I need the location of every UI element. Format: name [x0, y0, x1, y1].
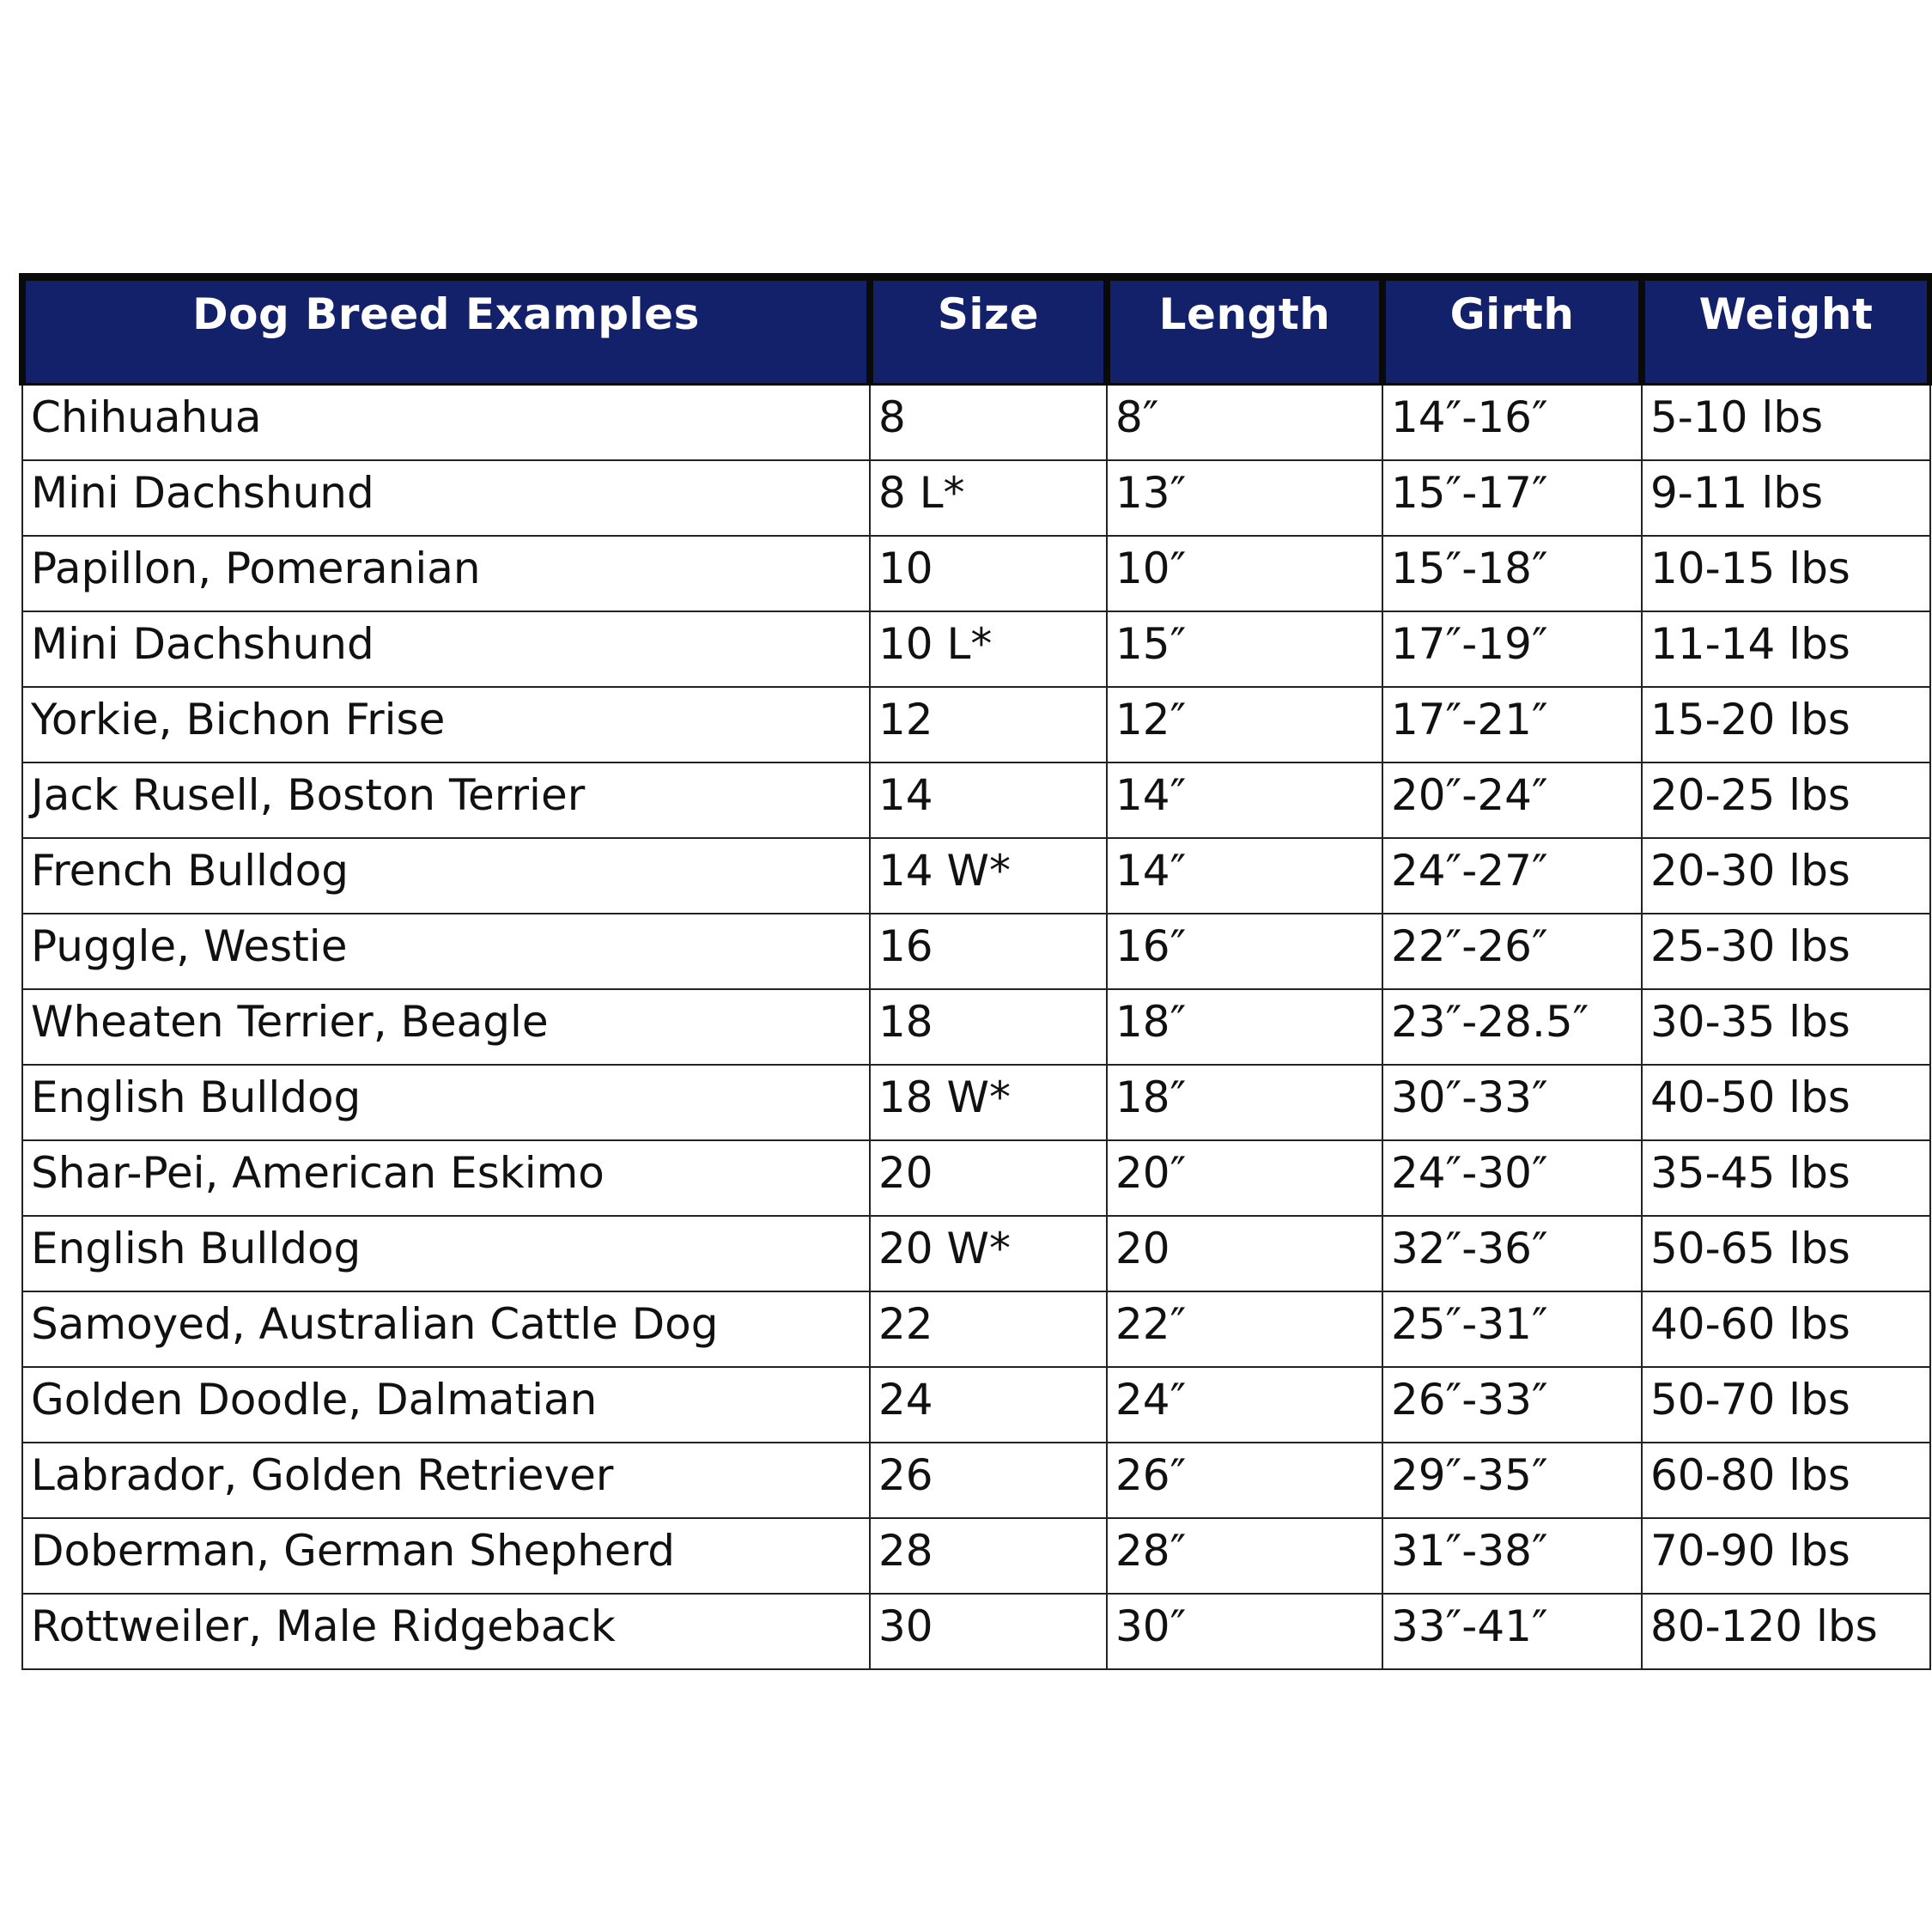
cell-length-text: 12″ — [1115, 694, 1187, 744]
cell-length — [1107, 1291, 1382, 1367]
table-row — [22, 914, 1930, 989]
cell-weight-text: 40-60 lbs — [1650, 1298, 1850, 1349]
cell-weight — [1642, 1367, 1930, 1443]
cell-size-text: 8 — [878, 392, 906, 442]
cell-length — [1107, 1443, 1382, 1518]
cell-weight — [1642, 1140, 1930, 1216]
cell-length — [1107, 385, 1382, 460]
cell-length — [1107, 460, 1382, 536]
cell-weight-text: 10-15 lbs — [1650, 543, 1850, 593]
cell-weight — [1642, 914, 1930, 989]
cell-girth — [1382, 1367, 1642, 1443]
table-row — [22, 1518, 1930, 1594]
cell-length-text: 10″ — [1115, 543, 1187, 593]
cell-length — [1107, 762, 1382, 838]
cell-girth-text: 26″-33″ — [1391, 1374, 1548, 1425]
cell-weight-text: 30-35 lbs — [1650, 996, 1850, 1047]
cell-girth — [1382, 385, 1642, 460]
cell-girth-text: 23″-28.5″ — [1391, 996, 1589, 1047]
cell-size — [870, 1594, 1107, 1669]
cell-weight — [1642, 762, 1930, 838]
cell-size-text: 12 — [878, 694, 933, 744]
header-length — [1107, 277, 1382, 385]
cell-girth — [1382, 762, 1642, 838]
cell-weight-text: 60-80 lbs — [1650, 1449, 1850, 1500]
cell-weight — [1642, 1065, 1930, 1140]
cell-girth — [1382, 1518, 1642, 1594]
cell-breed — [22, 1291, 870, 1367]
cell-length-text: 26″ — [1115, 1449, 1187, 1500]
table-row — [22, 1367, 1930, 1443]
cell-breed-text: Chihuahua — [31, 392, 262, 442]
cell-girth — [1382, 838, 1642, 914]
cell-girth-text: 20″-24″ — [1391, 769, 1548, 820]
cell-length-text: 15″ — [1115, 618, 1187, 669]
cell-length — [1107, 989, 1382, 1065]
cell-length-text: 18″ — [1115, 1072, 1187, 1122]
cell-girth-text: 25″-31″ — [1391, 1298, 1548, 1349]
cell-weight-text: 70-90 lbs — [1650, 1525, 1850, 1576]
cell-size-text: 30 — [878, 1601, 933, 1651]
cell-girth — [1382, 1065, 1642, 1140]
cell-breed — [22, 687, 870, 762]
cell-size-text: 28 — [878, 1525, 933, 1576]
cell-size-text: 22 — [878, 1298, 933, 1349]
cell-size-text: 10 — [878, 543, 933, 593]
cell-breed — [22, 1065, 870, 1140]
cell-breed-text: Puggle, Westie — [31, 920, 348, 971]
cell-breed-text: Yorkie, Bichon Frise — [31, 694, 446, 744]
cell-breed-text: Wheaten Terrier, Beagle — [31, 996, 549, 1047]
cell-size-text: 14 W* — [878, 845, 1011, 896]
cell-weight-text: 35-45 lbs — [1650, 1147, 1850, 1198]
cell-size — [870, 1216, 1107, 1291]
cell-weight — [1642, 838, 1930, 914]
cell-weight-text: 20-30 lbs — [1650, 845, 1850, 896]
cell-girth — [1382, 687, 1642, 762]
cell-length — [1107, 1518, 1382, 1594]
cell-weight — [1642, 989, 1930, 1065]
cell-girth — [1382, 460, 1642, 536]
cell-length — [1107, 687, 1382, 762]
header-length-label: Length — [1158, 289, 1331, 339]
cell-length — [1107, 611, 1382, 687]
table-row — [22, 385, 1930, 460]
cell-size — [870, 838, 1107, 914]
cell-size-text: 16 — [878, 920, 933, 971]
cell-length — [1107, 838, 1382, 914]
cell-size-text: 8 L* — [878, 467, 965, 518]
cell-weight-text: 15-20 lbs — [1650, 694, 1850, 744]
cell-length — [1107, 1140, 1382, 1216]
cell-length-text: 13″ — [1115, 467, 1187, 518]
cell-length — [1107, 1216, 1382, 1291]
header-weight — [1642, 277, 1930, 385]
cell-weight — [1642, 687, 1930, 762]
cell-size-text: 20 — [878, 1147, 933, 1198]
cell-weight-text: 5-10 lbs — [1650, 392, 1824, 442]
cell-length — [1107, 1594, 1382, 1669]
cell-girth — [1382, 1140, 1642, 1216]
cell-breed — [22, 838, 870, 914]
cell-length — [1107, 536, 1382, 611]
cell-breed-text: English Bulldog — [31, 1223, 361, 1273]
cell-size-text: 18 — [878, 996, 933, 1047]
cell-breed — [22, 989, 870, 1065]
cell-breed-text: Mini Dachshund — [31, 618, 374, 669]
cell-girth — [1382, 1443, 1642, 1518]
cell-length-text: 30″ — [1115, 1601, 1187, 1651]
cell-weight-text: 50-70 lbs — [1650, 1374, 1850, 1425]
cell-length-text: 14″ — [1115, 769, 1187, 820]
cell-girth — [1382, 914, 1642, 989]
cell-size — [870, 1367, 1107, 1443]
cell-size-text: 20 W* — [878, 1223, 1011, 1273]
cell-size — [870, 1443, 1107, 1518]
cell-length-text: 24″ — [1115, 1374, 1187, 1425]
cell-breed-text: Mini Dachshund — [31, 467, 374, 518]
cell-girth-text: 14″-16″ — [1391, 392, 1548, 442]
cell-weight — [1642, 1216, 1930, 1291]
cell-girth-text: 29″-35″ — [1391, 1449, 1548, 1500]
cell-girth — [1382, 536, 1642, 611]
cell-breed-text: Rottweiler, Male Ridgeback — [31, 1601, 616, 1651]
cell-weight — [1642, 611, 1930, 687]
cell-breed — [22, 1216, 870, 1291]
cell-length-text: 18″ — [1115, 996, 1187, 1047]
header-breed — [22, 277, 870, 385]
cell-size — [870, 914, 1107, 989]
cell-girth — [1382, 611, 1642, 687]
table-row — [22, 989, 1930, 1065]
cell-breed — [22, 536, 870, 611]
cell-size — [870, 1065, 1107, 1140]
cell-breed — [22, 1443, 870, 1518]
cell-breed — [22, 1594, 870, 1669]
cell-girth-text: 15″-17″ — [1391, 467, 1548, 518]
cell-length-text: 28″ — [1115, 1525, 1187, 1576]
cell-length-text: 20 — [1115, 1223, 1170, 1273]
cell-girth-text: 24″-30″ — [1391, 1147, 1548, 1198]
cell-breed-text: French Bulldog — [31, 845, 349, 896]
cell-size — [870, 762, 1107, 838]
cell-weight — [1642, 385, 1930, 460]
cell-girth-text: 30″-33″ — [1391, 1072, 1548, 1122]
cell-breed-text: Samoyed, Australian Cattle Dog — [31, 1298, 719, 1349]
cell-girth-text: 24″-27″ — [1391, 845, 1548, 896]
cell-breed-text: Golden Doodle, Dalmatian — [31, 1374, 598, 1425]
table-row — [22, 687, 1930, 762]
cell-girth-text: 33″-41″ — [1391, 1601, 1548, 1651]
cell-weight-text: 80-120 lbs — [1650, 1601, 1878, 1651]
cell-size — [870, 385, 1107, 460]
cell-length-text: 16″ — [1115, 920, 1187, 971]
cell-girth-text: 31″-38″ — [1391, 1525, 1548, 1576]
cell-breed — [22, 762, 870, 838]
cell-girth — [1382, 989, 1642, 1065]
table-row — [22, 611, 1930, 687]
cell-breed — [22, 1140, 870, 1216]
table-row — [22, 1443, 1930, 1518]
header-size-label: Size — [937, 289, 1040, 339]
cell-weight — [1642, 536, 1930, 611]
cell-size — [870, 989, 1107, 1065]
cell-size-text: 18 W* — [878, 1072, 1011, 1122]
cell-weight — [1642, 1518, 1930, 1594]
cell-size — [870, 460, 1107, 536]
cell-weight — [1642, 460, 1930, 536]
cell-breed-text: Jack Rusell, Boston Terrier — [31, 769, 586, 820]
cell-weight — [1642, 1443, 1930, 1518]
cell-weight-text: 40-50 lbs — [1650, 1072, 1850, 1122]
table-row — [22, 1216, 1930, 1291]
cell-length — [1107, 914, 1382, 989]
cell-breed — [22, 385, 870, 460]
cell-girth — [1382, 1216, 1642, 1291]
cell-breed — [22, 1367, 870, 1443]
cell-size-text: 14 — [878, 769, 933, 820]
cell-weight-text: 25-30 lbs — [1650, 920, 1850, 971]
cell-breed — [22, 460, 870, 536]
cell-size-text: 24 — [878, 1374, 933, 1425]
table-row — [22, 1594, 1930, 1669]
cell-size-text: 10 L* — [878, 618, 993, 669]
cell-weight-text: 20-25 lbs — [1650, 769, 1850, 820]
cell-breed — [22, 1518, 870, 1594]
cell-length-text: 22″ — [1115, 1298, 1187, 1349]
cell-size — [870, 687, 1107, 762]
cell-size — [870, 1518, 1107, 1594]
cell-length — [1107, 1367, 1382, 1443]
cell-girth-text: 15″-18″ — [1391, 543, 1548, 593]
cell-breed-text: Shar-Pei, American Eskimo — [31, 1147, 605, 1198]
cell-girth-text: 22″-26″ — [1391, 920, 1548, 971]
header-girth-label: Girth — [1449, 289, 1575, 339]
cell-length-text: 14″ — [1115, 845, 1187, 896]
cell-breed — [22, 914, 870, 989]
cell-girth-text: 17″-21″ — [1391, 694, 1548, 744]
cell-size — [870, 1291, 1107, 1367]
cell-breed — [22, 611, 870, 687]
table-row — [22, 1291, 1930, 1367]
cell-girth — [1382, 1291, 1642, 1367]
cell-weight-text: 50-65 lbs — [1650, 1223, 1850, 1273]
cell-weight — [1642, 1291, 1930, 1367]
cell-size — [870, 1140, 1107, 1216]
cell-girth — [1382, 1594, 1642, 1669]
cell-weight — [1642, 1594, 1930, 1669]
header-size — [870, 277, 1107, 385]
header-row — [22, 277, 1930, 385]
table-body — [22, 385, 1930, 1669]
cell-weight-text: 11-14 lbs — [1650, 618, 1850, 669]
cell-breed-text: English Bulldog — [31, 1072, 361, 1122]
table-row — [22, 762, 1930, 838]
cell-weight-text: 9-11 lbs — [1650, 467, 1824, 518]
header-girth — [1382, 277, 1642, 385]
cell-size — [870, 536, 1107, 611]
cell-breed-text: Doberman, German Shepherd — [31, 1525, 675, 1576]
table-row — [22, 838, 1930, 914]
cell-length — [1107, 1065, 1382, 1140]
header-breed-label: Dog Breed Examples — [192, 289, 700, 339]
cell-length-text: 8″ — [1115, 392, 1159, 442]
cell-size — [870, 611, 1107, 687]
cell-girth-text: 32″-36″ — [1391, 1223, 1548, 1273]
cell-size-text: 26 — [878, 1449, 933, 1500]
dog-size-chart-table — [19, 273, 1932, 1670]
header-weight-label: Weight — [1698, 289, 1874, 339]
table-row — [22, 460, 1930, 536]
cell-breed-text: Papillon, Pomeranian — [31, 543, 481, 593]
table-row — [22, 1065, 1930, 1140]
cell-length-text: 20″ — [1115, 1147, 1187, 1198]
cell-breed-text: Labrador, Golden Retriever — [31, 1449, 614, 1500]
cell-girth-text: 17″-19″ — [1391, 618, 1548, 669]
table-row — [22, 1140, 1930, 1216]
table-row — [22, 536, 1930, 611]
